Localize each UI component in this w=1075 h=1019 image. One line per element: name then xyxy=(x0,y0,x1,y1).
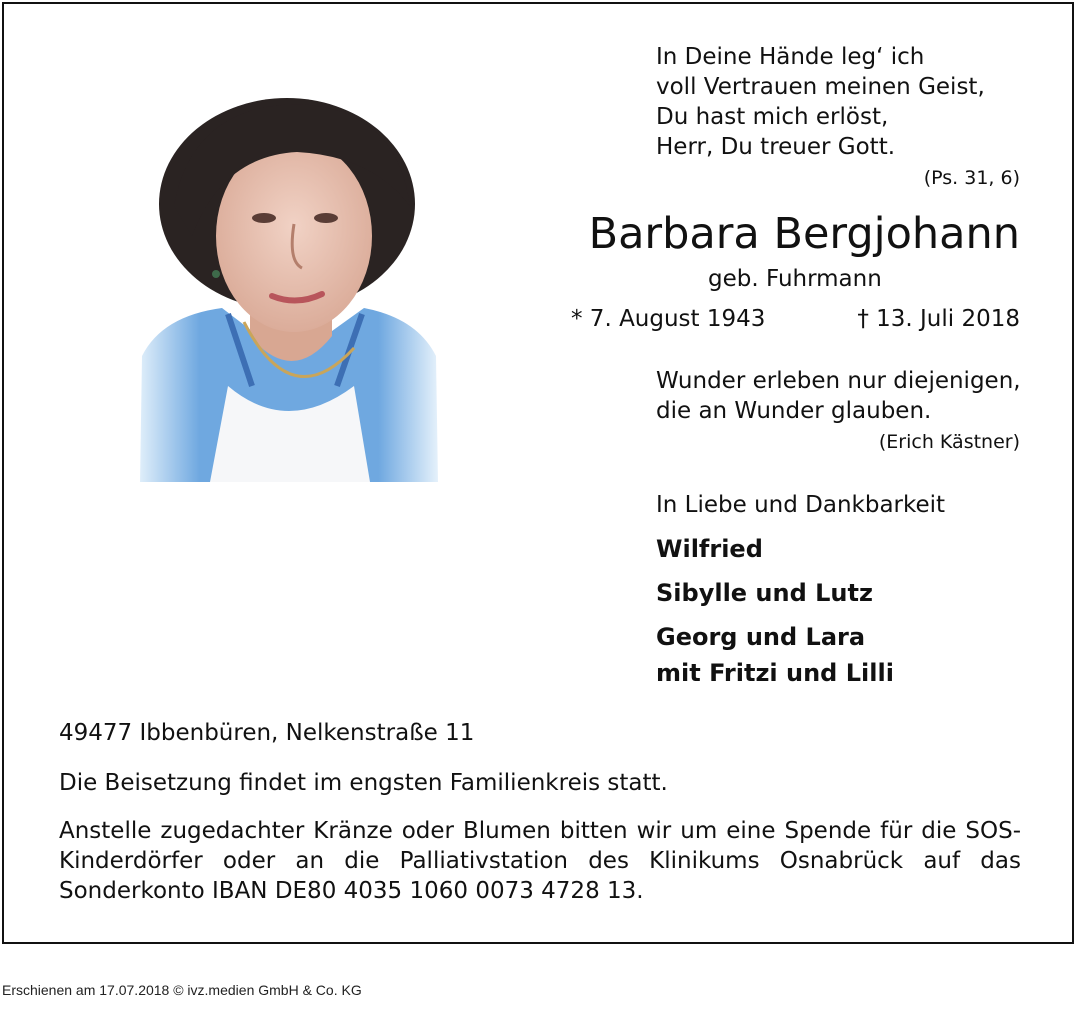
verse-line: In Deine Hände leg‘ ich xyxy=(656,44,925,70)
mourner-name: Sibylle und Lutz xyxy=(656,579,873,607)
portrait-image xyxy=(132,86,442,482)
verse-line: Du hast mich erlöst, xyxy=(656,104,889,130)
verse-line: Herr, Du treuer Gott. xyxy=(656,134,896,160)
death-date: † 13. Juli 2018 xyxy=(857,306,1020,332)
donation-note: Anstelle zugedachter Kränze oder Blumen bitten wir um eine Spende für die SOS-Kinderdörfer oder an die Palliativstation des Klinikums Osnabrück auf das Sonderkonto IBAN DE80 4035 1060 0073 4728 13. xyxy=(59,818,1021,904)
quote-line: die an Wunder glauben. xyxy=(656,398,932,424)
publication-footer: Erschienen am 17.07.2018 © ivz.medien GmbH & Co. KG xyxy=(2,982,362,998)
address: 49477 Ibbenbüren, Nelkenstraße 11 xyxy=(59,720,475,746)
mourner-name: Wilfried xyxy=(656,535,763,563)
verse-line: voll Vertrauen meinen Geist, xyxy=(656,74,985,100)
mourner-name: Georg und Lara xyxy=(656,623,866,651)
mourners-intro: In Liebe und Dankbarkeit xyxy=(656,492,946,518)
maiden-name: geb. Fuhrmann xyxy=(708,266,882,292)
portrait-photo xyxy=(132,86,442,482)
birth-date: * 7. August 1943 xyxy=(571,306,766,332)
verse-reference: (Ps. 31, 6) xyxy=(923,167,1020,189)
quote-line: Wunder erleben nur diejenigen, xyxy=(656,368,1021,394)
funeral-note: Die Beisetzung findet im engsten Familienkreis statt. xyxy=(59,770,668,796)
mourner-name: mit Fritzi und Lilli xyxy=(656,659,894,687)
deceased-name: Barbara Bergjohann xyxy=(588,209,1020,259)
quote-author: (Erich Kästner) xyxy=(878,431,1020,453)
obituary-notice xyxy=(2,2,1074,944)
